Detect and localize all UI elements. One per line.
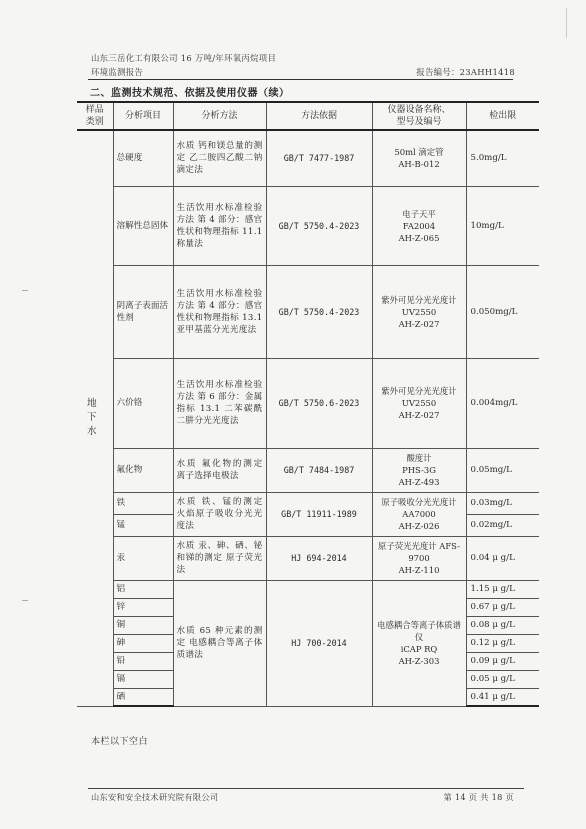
item-cell: 砷 bbox=[113, 634, 173, 652]
table-row bbox=[77, 265, 539, 358]
method-cell: 水质 氟化物的测定 离子选择电极法 bbox=[173, 448, 266, 492]
instrument-cell: 电感耦合等离子体质谱仪 iCAP RQ AH-Z-303 bbox=[372, 580, 466, 706]
limit-cell: 0.004mg/L bbox=[466, 358, 539, 448]
table-row bbox=[77, 448, 539, 492]
limit-cell: 1.15 μ g/L bbox=[466, 580, 539, 598]
header-divider bbox=[88, 79, 513, 80]
item-cell: 阴离子表面活性剂 bbox=[113, 265, 173, 358]
limit-cell: 0.05 μ g/L bbox=[466, 670, 539, 688]
table-row bbox=[77, 358, 539, 448]
footer-divider bbox=[88, 788, 524, 789]
standard-cell: GB/T 7477-1987 bbox=[266, 130, 372, 186]
limit-cell: 0.02mg/L bbox=[466, 514, 539, 536]
scan-mark bbox=[22, 290, 28, 291]
limit-cell: 0.04 μ g/L bbox=[466, 536, 539, 580]
item-cell: 铁 bbox=[113, 492, 173, 514]
header-standard: 方法依据 bbox=[266, 102, 372, 130]
header-method: 分析方法 bbox=[173, 102, 266, 130]
item-cell: 镉 bbox=[113, 670, 173, 688]
item-cell: 汞 bbox=[113, 536, 173, 580]
section-title: 二、监测技术规范、依据及使用仪器（续） bbox=[90, 88, 290, 99]
item-cell: 铅 bbox=[113, 652, 173, 670]
scan-mark bbox=[22, 600, 28, 601]
method-cell: 水质 钙和镁总量的测定 乙二胺四乙酸二钠滴定法 bbox=[173, 130, 266, 186]
item-cell: 铜 bbox=[113, 616, 173, 634]
monitoring-methods-table bbox=[77, 101, 539, 707]
method-cell: 水质 65 种元素的测定 电感耦合等离子体质谱法 bbox=[173, 580, 266, 706]
standard-cell: HJ 694-2014 bbox=[266, 536, 372, 580]
header-item: 分析项目 bbox=[113, 102, 173, 130]
method-cell: 生活饮用水标准检验方法 第 6 部分：金属指标 13.1 二苯碳酰二肼分光光度法 bbox=[173, 358, 266, 448]
table-row bbox=[77, 492, 539, 514]
standard-cell: GB/T 11911-1989 bbox=[266, 492, 372, 536]
limit-cell: 5.0mg/L bbox=[466, 130, 539, 186]
standard-cell: GB/T 7484-1987 bbox=[266, 448, 372, 492]
item-cell: 六价铬 bbox=[113, 358, 173, 448]
header-limit: 检出限 bbox=[466, 102, 539, 130]
limit-cell: 0.09 μ g/L bbox=[466, 652, 539, 670]
method-cell: 水质 汞、砷、硒、铋和锑的测定 原子荧光法 bbox=[173, 536, 266, 580]
instrument-cell: 电子天平 FA2004 AH-Z-065 bbox=[372, 186, 466, 265]
limit-cell: 0.67 μ g/L bbox=[466, 598, 539, 616]
table-header-row bbox=[77, 102, 539, 130]
instrument-cell: 原子吸收分光光度计 AA7000 AH-Z-026 bbox=[372, 492, 466, 536]
limit-cell: 0.05mg/L bbox=[466, 448, 539, 492]
standard-cell: GB/T 5750.4-2023 bbox=[266, 265, 372, 358]
item-cell: 氟化物 bbox=[113, 448, 173, 492]
scan-mark bbox=[566, 8, 567, 38]
limit-cell: 0.03mg/L bbox=[466, 492, 539, 514]
table-row bbox=[77, 186, 539, 265]
sample-category-cell: 地 下 水 bbox=[77, 130, 113, 706]
table-row bbox=[77, 580, 539, 598]
item-cell: 锰 bbox=[113, 514, 173, 536]
header-company-project: 山东三岳化工有限公司 16 万吨/年环氧丙烷项目 bbox=[91, 53, 277, 63]
instrument-cell: 紫外可见分光光度计 UV2550 AH-Z-027 bbox=[372, 358, 466, 448]
item-cell: 铝 bbox=[113, 580, 173, 598]
limit-cell: 10mg/L bbox=[466, 186, 539, 265]
header-instrument: 仪器设备名称、 型号及编号 bbox=[372, 102, 466, 130]
standard-cell: GB/T 5750.4-2023 bbox=[266, 186, 372, 265]
header-category: 样品 类别 bbox=[77, 102, 113, 130]
instrument-cell: 原子荧光光度计 AFS-9700 AH-Z-110 bbox=[372, 536, 466, 580]
table-row bbox=[77, 536, 539, 580]
report-number: 报告编号：23AHH1418 bbox=[416, 67, 515, 77]
item-cell: 硒 bbox=[113, 688, 173, 706]
end-of-table-note: 本栏以下空白 bbox=[91, 737, 149, 747]
standard-cell: HJ 700-2014 bbox=[266, 580, 372, 706]
standard-cell: GB/T 5750.6-2023 bbox=[266, 358, 372, 448]
item-cell: 溶解性总固体 bbox=[113, 186, 173, 265]
limit-cell: 0.41 μ g/L bbox=[466, 688, 539, 706]
method-cell: 生活饮用水标准检验方法 第 4 部分：感官性状和物理指标 13.1 亚甲基蓝分光光度法 bbox=[173, 265, 266, 358]
limit-cell: 0.050mg/L bbox=[466, 265, 539, 358]
table-row bbox=[77, 130, 539, 186]
header-report-type: 环境监测报告 bbox=[91, 67, 144, 77]
item-cell: 锌 bbox=[113, 598, 173, 616]
item-cell: 总硬度 bbox=[113, 130, 173, 186]
limit-cell: 0.12 μ g/L bbox=[466, 634, 539, 652]
footer-organization: 山东安和安全技术研究院有限公司 bbox=[91, 792, 219, 802]
method-cell: 生活饮用水标准检验方法 第 4 部分：感官性状和物理指标 11.1 称量法 bbox=[173, 186, 266, 265]
method-cell: 水质 铁、锰的测定 火焰原子吸收分光光度法 bbox=[173, 492, 266, 536]
page-number: 第 14 页 共 18 页 bbox=[443, 792, 514, 802]
instrument-cell: 50ml 滴定管 AH-B-012 bbox=[372, 130, 466, 186]
limit-cell: 0.08 μ g/L bbox=[466, 616, 539, 634]
instrument-cell: 酸度计 PHS-3G AH-Z-493 bbox=[372, 448, 466, 492]
instrument-cell: 紫外可见分光光度计 UV2550 AH-Z-027 bbox=[372, 265, 466, 358]
